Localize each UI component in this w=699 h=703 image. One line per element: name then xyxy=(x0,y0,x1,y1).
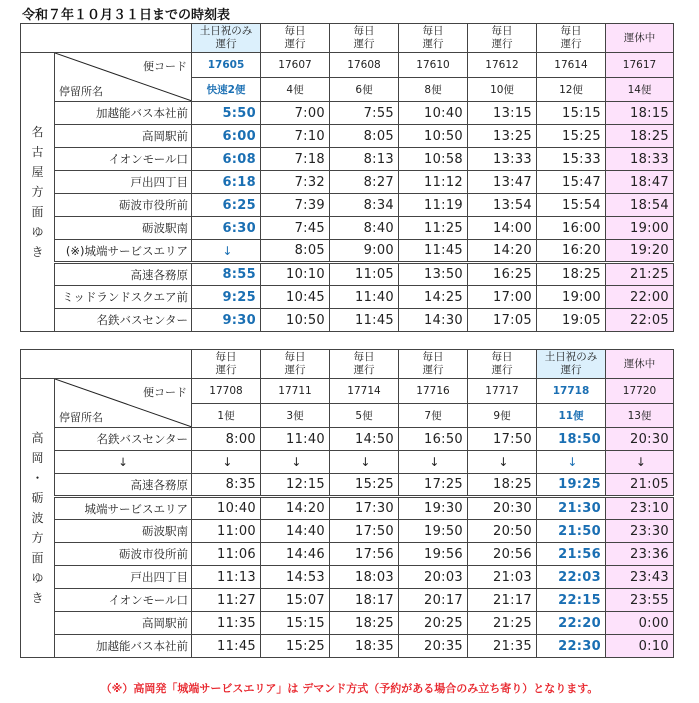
route-code: 17612 xyxy=(468,53,537,78)
service-type-line2: 運行 xyxy=(215,364,237,376)
departure-time: 15:07 xyxy=(261,589,330,612)
departure-time: ↓ xyxy=(537,451,606,474)
direction-char: 屋 xyxy=(31,165,44,179)
service-type-line1: 運休中 xyxy=(623,357,656,370)
stop-name: 名鉄バスセンター xyxy=(55,309,192,332)
departure-time: 0:00 xyxy=(606,612,674,635)
departure-time: 21:35 xyxy=(468,635,537,658)
service-type-cell xyxy=(468,24,537,53)
stop-name: 砺波市役所前 xyxy=(55,543,192,566)
departure-time: 8:05 xyxy=(330,125,399,148)
departure-time: 11:45 xyxy=(330,309,399,332)
departure-time: 16:00 xyxy=(537,217,606,240)
direction-char: ゆ xyxy=(31,571,44,585)
departure-time: 19:05 xyxy=(537,309,606,332)
stop-name: 戸出四丁目 xyxy=(55,171,192,194)
service-type-cell xyxy=(261,24,330,53)
service-type-cell xyxy=(192,350,261,379)
timetable-to-nagoya xyxy=(20,23,674,332)
stop-name: 砺波市役所前 xyxy=(55,194,192,217)
trip-name: 5便 xyxy=(330,403,399,428)
stop-name-label: 停留所名 xyxy=(59,85,103,98)
departure-time: 13:15 xyxy=(468,102,537,125)
trip-name: 1便 xyxy=(192,403,261,428)
service-type-line1: 毎日 xyxy=(353,351,375,363)
service-type-row xyxy=(21,350,674,379)
stop-name: (※)城端サービスエリア xyxy=(55,240,192,263)
direction-char: 面 xyxy=(31,551,44,565)
trip-name: 11便 xyxy=(537,403,606,428)
stop-name-label: 停留所名 xyxy=(59,411,103,424)
stop-row xyxy=(21,263,674,286)
stop-row xyxy=(21,309,674,332)
departure-time: 22:05 xyxy=(606,309,674,332)
departure-time: 22:30 xyxy=(537,635,606,658)
service-type-line1: 毎日 xyxy=(491,351,513,363)
departure-time: 16:25 xyxy=(468,263,537,286)
stop-row xyxy=(21,543,674,566)
departure-time: ↓ xyxy=(606,451,674,474)
departure-time: 15:15 xyxy=(537,102,606,125)
stop-row xyxy=(21,566,674,589)
service-type-line2: 運行 xyxy=(422,38,444,50)
stop-row xyxy=(21,428,674,451)
trip-name: 9便 xyxy=(468,403,537,428)
stop-row xyxy=(21,171,674,194)
stop-row xyxy=(21,217,674,240)
departure-time: 15:15 xyxy=(261,612,330,635)
stop-row xyxy=(21,286,674,309)
departure-time: 8:05 xyxy=(261,240,330,263)
stop-row xyxy=(21,612,674,635)
service-type-line2: 運行 xyxy=(353,38,375,50)
departure-time: 19:00 xyxy=(606,217,674,240)
service-type-cell xyxy=(606,24,674,53)
departure-time: ↓ xyxy=(192,451,261,474)
departure-time: 21:05 xyxy=(606,474,674,497)
departure-time: 11:19 xyxy=(399,194,468,217)
departure-time: 7:55 xyxy=(330,102,399,125)
departure-time: 8:13 xyxy=(330,148,399,171)
departure-time: 20:03 xyxy=(399,566,468,589)
departure-time: 10:45 xyxy=(261,286,330,309)
departure-time: 16:50 xyxy=(399,428,468,451)
stop-name: 加越能バス本社前 xyxy=(55,102,192,125)
stop-row xyxy=(21,520,674,543)
departure-time: 15:25 xyxy=(261,635,330,658)
departure-time: 21:56 xyxy=(537,543,606,566)
departure-time: 9:00 xyxy=(330,240,399,263)
departure-time: 10:58 xyxy=(399,148,468,171)
service-type-line2: 運行 xyxy=(284,38,306,50)
trip-name: 6便 xyxy=(330,77,399,102)
route-code: 17716 xyxy=(399,379,468,404)
stop-name: 加越能バス本社前 xyxy=(55,635,192,658)
stop-name: 戸出四丁目 xyxy=(55,566,192,589)
service-type-cell xyxy=(192,24,261,53)
trip-name: 3便 xyxy=(261,403,330,428)
departure-time: 10:50 xyxy=(261,309,330,332)
departure-time: 6:00 xyxy=(192,125,261,148)
direction-char: き xyxy=(31,591,44,605)
stop-row xyxy=(21,474,674,497)
direction-char: 砺 xyxy=(31,491,44,505)
service-type-cell xyxy=(399,350,468,379)
departure-time: 15:25 xyxy=(537,125,606,148)
route-code: 17610 xyxy=(399,53,468,78)
departure-time: 9:25 xyxy=(192,286,261,309)
service-type-line1: 毎日 xyxy=(284,351,306,363)
service-type-cell xyxy=(537,350,606,379)
departure-time: ↓ xyxy=(192,240,261,263)
trip-name: 12便 xyxy=(537,77,606,102)
direction-char: ・ xyxy=(31,471,44,485)
direction-char: 高 xyxy=(31,431,44,445)
service-type-line1: 毎日 xyxy=(491,25,513,37)
trip-name: 快速2便 xyxy=(192,77,261,102)
route-code: 17714 xyxy=(330,379,399,404)
stop-name: ↓ xyxy=(55,451,192,474)
departure-time: 11:05 xyxy=(330,263,399,286)
direction-char: き xyxy=(31,245,44,259)
departure-time: 21:17 xyxy=(468,589,537,612)
departure-time: 23:36 xyxy=(606,543,674,566)
departure-time: 11:12 xyxy=(399,171,468,194)
departure-time: 19:00 xyxy=(537,286,606,309)
route-code: 17718 xyxy=(537,379,606,404)
departure-time: 18:15 xyxy=(606,102,674,125)
service-type-cell xyxy=(261,350,330,379)
departure-time: 15:25 xyxy=(330,474,399,497)
direction-char: 古 xyxy=(31,145,44,159)
departure-time: 18:25 xyxy=(330,612,399,635)
departure-time: ↓ xyxy=(399,451,468,474)
departure-time: 14:20 xyxy=(261,497,330,520)
trip-name: 14便 xyxy=(606,77,674,102)
service-type-line2: 運行 xyxy=(491,38,513,50)
route-code: 17608 xyxy=(330,53,399,78)
stop-name: 高速各務原 xyxy=(55,263,192,286)
departure-time: 17:56 xyxy=(330,543,399,566)
departure-time: 17:50 xyxy=(468,428,537,451)
departure-time: 14:50 xyxy=(330,428,399,451)
stop-row xyxy=(21,635,674,658)
direction-char: 岡 xyxy=(31,451,44,465)
direction-char: ゆ xyxy=(31,225,44,239)
stop-row xyxy=(21,240,674,263)
departure-time: 11:40 xyxy=(330,286,399,309)
departure-time: 15:54 xyxy=(537,194,606,217)
departure-time: 0:10 xyxy=(606,635,674,658)
service-type-cell xyxy=(606,350,674,379)
service-type-cell xyxy=(330,350,399,379)
service-type-line1: 毎日 xyxy=(353,25,375,37)
timetable-to-takaoka-tonami xyxy=(20,349,674,658)
stop-name: イオンモール口 xyxy=(55,589,192,612)
direction-char: 名 xyxy=(31,125,44,139)
direction-char: 波 xyxy=(31,511,44,525)
direction-char: 方 xyxy=(31,185,44,199)
departure-time: 11:40 xyxy=(261,428,330,451)
departure-time: 9:30 xyxy=(192,309,261,332)
departure-time: 14:00 xyxy=(468,217,537,240)
demand-notice: （※）高岡発「城端サービスエリア」は デマンド方式（予約がある場合のみ立ち寄り）となります。 xyxy=(100,682,599,695)
route-code: 17717 xyxy=(468,379,537,404)
departure-time: 21:03 xyxy=(468,566,537,589)
departure-time: 8:27 xyxy=(330,171,399,194)
route-code: 17607 xyxy=(261,53,330,78)
header-blank xyxy=(21,24,192,53)
stop-row xyxy=(21,497,674,520)
departure-time: 14:40 xyxy=(261,520,330,543)
departure-time: 11:00 xyxy=(192,520,261,543)
departure-time: 17:50 xyxy=(330,520,399,543)
departure-time: 18:25 xyxy=(606,125,674,148)
departure-time: 20:30 xyxy=(468,497,537,520)
route-code: 17605 xyxy=(192,53,261,78)
departure-time: 7:10 xyxy=(261,125,330,148)
departure-time: ↓ xyxy=(261,451,330,474)
departure-time: 12:15 xyxy=(261,474,330,497)
departure-time: 17:00 xyxy=(468,286,537,309)
departure-time: 13:50 xyxy=(399,263,468,286)
stop-row xyxy=(21,102,674,125)
departure-time: 19:56 xyxy=(399,543,468,566)
service-type-line1: 毎日 xyxy=(560,25,582,37)
departure-time: 16:20 xyxy=(537,240,606,263)
departure-time: 14:46 xyxy=(261,543,330,566)
route-code-label: 便コード xyxy=(143,386,187,399)
service-type-cell xyxy=(537,24,606,53)
trip-name: 10便 xyxy=(468,77,537,102)
departure-time: 18:54 xyxy=(606,194,674,217)
stop-row xyxy=(21,589,674,612)
service-type-cell xyxy=(468,350,537,379)
departure-time: 21:25 xyxy=(606,263,674,286)
departure-time: 6:25 xyxy=(192,194,261,217)
departure-time: 10:40 xyxy=(192,497,261,520)
corner-diagonal xyxy=(55,53,191,101)
route-code: 17711 xyxy=(261,379,330,404)
departure-time: 23:10 xyxy=(606,497,674,520)
departure-time: 19:30 xyxy=(399,497,468,520)
service-type-line1: 土日祝のみ xyxy=(544,351,598,363)
stop-row xyxy=(21,125,674,148)
departure-time: 23:30 xyxy=(606,520,674,543)
departure-time: ↓ xyxy=(468,451,537,474)
stop-name: 城端サービスエリア xyxy=(55,497,192,520)
route-code: 17708 xyxy=(192,379,261,404)
departure-time: 17:05 xyxy=(468,309,537,332)
departure-time: 18:25 xyxy=(537,263,606,286)
departure-time: 18:17 xyxy=(330,589,399,612)
service-type-line1: 毎日 xyxy=(422,351,444,363)
departure-time: 11:27 xyxy=(192,589,261,612)
departure-time: 8:55 xyxy=(192,263,261,286)
departure-time: 11:35 xyxy=(192,612,261,635)
departure-time: 7:18 xyxy=(261,148,330,171)
stop-name: 高岡駅前 xyxy=(55,612,192,635)
stop-row xyxy=(21,451,674,474)
route-code-row xyxy=(21,53,674,78)
service-type-cell xyxy=(399,24,468,53)
departure-time: 15:33 xyxy=(537,148,606,171)
header-blank xyxy=(21,350,192,379)
stop-name: ミッドランドスクエア前 xyxy=(55,286,192,309)
departure-time: 7:00 xyxy=(261,102,330,125)
route-code-row xyxy=(21,379,674,404)
route-code: 17614 xyxy=(537,53,606,78)
header-corner xyxy=(55,53,192,102)
trip-name: 13便 xyxy=(606,403,674,428)
departure-time: 10:40 xyxy=(399,102,468,125)
departure-time: 8:34 xyxy=(330,194,399,217)
service-type-line2: 運行 xyxy=(284,364,306,376)
service-type-line1: 毎日 xyxy=(284,25,306,37)
direction-label xyxy=(21,379,55,658)
departure-time: 10:10 xyxy=(261,263,330,286)
departure-time: 21:30 xyxy=(537,497,606,520)
departure-time: 20:25 xyxy=(399,612,468,635)
service-type-cell xyxy=(330,24,399,53)
service-type-line2: 運行 xyxy=(353,364,375,376)
departure-time: 14:30 xyxy=(399,309,468,332)
departure-time: 5:50 xyxy=(192,102,261,125)
departure-time: 18:33 xyxy=(606,148,674,171)
service-type-line1: 運休中 xyxy=(623,31,656,44)
departure-time: 17:30 xyxy=(330,497,399,520)
service-type-line2: 運行 xyxy=(560,364,582,376)
departure-time: 7:39 xyxy=(261,194,330,217)
stop-name: 砺波駅南 xyxy=(55,217,192,240)
departure-time: 6:18 xyxy=(192,171,261,194)
departure-time: 11:45 xyxy=(192,635,261,658)
departure-time: 10:50 xyxy=(399,125,468,148)
trip-name: 8便 xyxy=(399,77,468,102)
departure-time: 11:45 xyxy=(399,240,468,263)
departure-time: 18:35 xyxy=(330,635,399,658)
service-type-line2: 運行 xyxy=(422,364,444,376)
direction-char: 方 xyxy=(31,531,44,545)
departure-time: 7:32 xyxy=(261,171,330,194)
departure-time: 18:50 xyxy=(537,428,606,451)
header-corner xyxy=(55,379,192,428)
departure-time: 7:45 xyxy=(261,217,330,240)
departure-time: 19:50 xyxy=(399,520,468,543)
service-type-line2: 運行 xyxy=(560,38,582,50)
service-type-line1: 毎日 xyxy=(215,351,237,363)
departure-time: 17:25 xyxy=(399,474,468,497)
stop-row xyxy=(21,148,674,171)
departure-time: 22:15 xyxy=(537,589,606,612)
departure-time: 6:08 xyxy=(192,148,261,171)
service-type-line2: 運行 xyxy=(215,38,237,50)
departure-time: 8:40 xyxy=(330,217,399,240)
departure-time: 11:06 xyxy=(192,543,261,566)
departure-time: 8:00 xyxy=(192,428,261,451)
stop-name: 砺波駅南 xyxy=(55,520,192,543)
departure-time: 21:50 xyxy=(537,520,606,543)
service-type-line1: 土日祝のみ xyxy=(199,25,253,37)
departure-time: 23:55 xyxy=(606,589,674,612)
route-code-label: 便コード xyxy=(143,60,187,73)
departure-time: 14:25 xyxy=(399,286,468,309)
departure-time: 14:53 xyxy=(261,566,330,589)
departure-time: 22:00 xyxy=(606,286,674,309)
departure-time: 22:20 xyxy=(537,612,606,635)
departure-time: 13:25 xyxy=(468,125,537,148)
departure-time: 18:03 xyxy=(330,566,399,589)
departure-time: 18:25 xyxy=(468,474,537,497)
departure-time: 13:33 xyxy=(468,148,537,171)
route-code: 17617 xyxy=(606,53,674,78)
departure-time: 6:30 xyxy=(192,217,261,240)
departure-time: 11:25 xyxy=(399,217,468,240)
trip-name: 7便 xyxy=(399,403,468,428)
departure-time: 19:20 xyxy=(606,240,674,263)
stop-name: 名鉄バスセンター xyxy=(55,428,192,451)
trip-name: 4便 xyxy=(261,77,330,102)
service-type-line1: 毎日 xyxy=(422,25,444,37)
departure-time: 20:17 xyxy=(399,589,468,612)
direction-char: 面 xyxy=(31,205,44,219)
stop-name: 高岡駅前 xyxy=(55,125,192,148)
route-code: 17720 xyxy=(606,379,674,404)
service-type-row xyxy=(21,24,674,53)
departure-time: ↓ xyxy=(330,451,399,474)
stop-name: 高速各務原 xyxy=(55,474,192,497)
departure-time: 20:30 xyxy=(606,428,674,451)
departure-time: 8:35 xyxy=(192,474,261,497)
departure-time: 14:20 xyxy=(468,240,537,263)
departure-time: 22:03 xyxy=(537,566,606,589)
stop-row xyxy=(21,194,674,217)
departure-time: 23:43 xyxy=(606,566,674,589)
page-title: 令和７年１０月３１日までの時刻表 xyxy=(22,8,231,23)
departure-time: 13:54 xyxy=(468,194,537,217)
stop-name: イオンモール口 xyxy=(55,148,192,171)
service-type-line2: 運行 xyxy=(491,364,513,376)
departure-time: 13:47 xyxy=(468,171,537,194)
departure-time: 19:25 xyxy=(537,474,606,497)
departure-time: 20:50 xyxy=(468,520,537,543)
direction-label xyxy=(21,53,55,332)
departure-time: 20:35 xyxy=(399,635,468,658)
corner-diagonal xyxy=(55,379,191,427)
departure-time: 20:56 xyxy=(468,543,537,566)
departure-time: 18:47 xyxy=(606,171,674,194)
departure-time: 15:47 xyxy=(537,171,606,194)
departure-time: 21:25 xyxy=(468,612,537,635)
departure-time: 11:13 xyxy=(192,566,261,589)
